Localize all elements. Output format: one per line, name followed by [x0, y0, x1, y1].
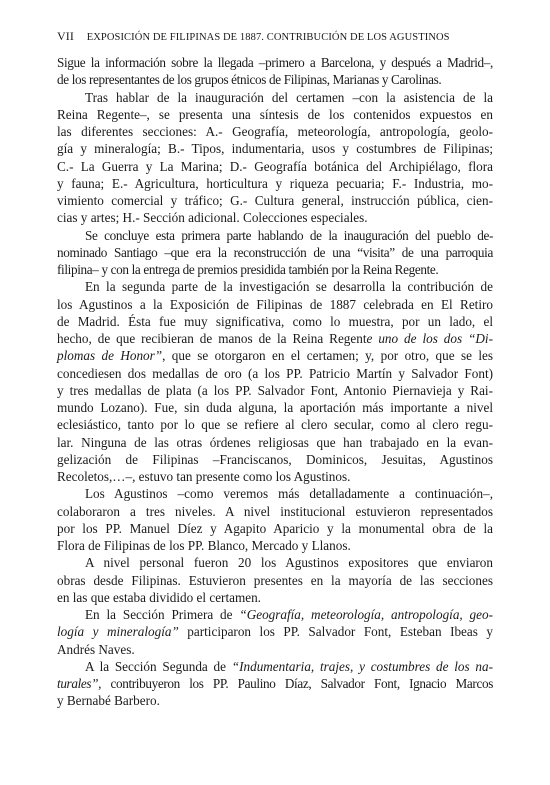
text-line: A la Sección Segunda de “Indumentaria, trajes, y costumbres de los na- [85, 658, 494, 674]
text-line: hecho, de que recibieran de manos de la Reina Regente uno de los dos “Di- [57, 331, 493, 346]
text-line: obras desde Filipinas. Estuvieron presentes en la mayoría de las secciones [57, 572, 493, 588]
text-line: Recoletos,…–, estuvo tan presente como los Agustinos. [57, 469, 351, 484]
italic-title: plomas de Honor” [57, 348, 163, 364]
text-line: y Bernabé Barbero. [57, 693, 160, 709]
text-line: de Madrid. Ésta fue muy significativa, como lo muestra, por un lado, el [57, 313, 493, 329]
text-line: En la Sección Primera de “Geografía, meteorología, antropología, geo- [85, 607, 493, 622]
text-line: los Agustinos a la Exposición de Filipinas de 1887 celebrada en El Retiro [57, 296, 493, 312]
text-line: Flora de Filipinas de los PP. Blanco, Mercado y Llanos. [57, 538, 351, 553]
text-line: A nivel personal fueron 20 los Agustinos expositores que enviaron [85, 555, 493, 571]
body-text [57, 54, 493, 710]
text-line: lar. Ninguna de las otras órdenes religiosas que han trabajado en la evan- [57, 434, 493, 450]
text-line: gelización de Filipinas –Franciscanos, Dominicos, Jesuitas, Agustinos [57, 451, 493, 467]
text-line: vimiento comercial y tráfico; G.- Cultura general, instrucción pública, cien- [57, 193, 493, 208]
text-line: Tras hablar de la inauguración del certamen –con la asistencia de la [85, 89, 493, 105]
text-line: y fauna; E.- Agricultura, horticultura y riqueza pecuaria; F.- Industria, mo- [57, 175, 493, 191]
italic-title: “Indumentaria, trajes, y costumbres de los na- [231, 658, 494, 674]
text-line: logía y mineralogía” participaron los PP. Salvador Font, Esteban Ibeas y [57, 624, 493, 640]
text-line: colaboraron a tres niveles. A nivel institucional estuvieron representados [57, 503, 493, 519]
page-number: VII [57, 29, 74, 43]
text-line: en las que estaba dividido el certamen. [57, 589, 261, 605]
text-line: Andrés Naves. [57, 641, 135, 657]
text-line: nominado Santiago –que era la reconstrucción de una “visita” de una parroquia [57, 244, 493, 260]
text-line: filipina– y con la entrega de premios presidida también por la Reina Regente. [57, 262, 439, 277]
text-line: concediesen dos medallas de oro (a los PP. Patricio Martín y Salvador Font) [57, 365, 493, 381]
text-line: Sigue la información sobre la llegada –primero a Barcelona, y después a Madrid–, [57, 55, 493, 70]
italic-title: turales”, [57, 676, 102, 691]
italic-title: logía y mineralogía” [57, 624, 179, 640]
text-line: gía y mineralogía; B.- Tipos, indumentaria, usos y costumbres de Filipinas; [57, 141, 493, 157]
text-line: En la segunda parte de la investigación se desarrolla la contribución de [85, 279, 493, 295]
text-line: Los Agustinos –como veremos más detalladamente a continuación–, [85, 486, 493, 502]
text-line: cias y artes; H.- Sección adicional. Colecciones especiales. [57, 210, 368, 226]
text-line: eclesiástico, tanto por lo que se refiere al clero secular, como al clero regu- [57, 417, 493, 433]
text-line: Reina Regente–, se presenta una síntesis de los contenidos expuestos en [57, 106, 493, 122]
text-line: las diferentes secciones: A.- Geografía, meteorología, antropología, geolo- [57, 124, 493, 139]
text-line: por los PP. Manuel Díez y Agapito Aparicio y la monumental obra de la [57, 520, 493, 536]
running-header [57, 29, 493, 45]
running-title: EXPOSICIÓN DE FILIPINAS DE 1887. CONTRIBUCIÓN DE LOS AGUSTINOS [86, 32, 450, 43]
text-line: Se concluye esta primera parte hablando de la inauguración del pueblo de- [85, 227, 493, 243]
text-line: y tres medallas de plata (a los PP. Salvador Font, Antonio Piernavieja y Rai- [57, 382, 493, 398]
text-line: C.- La Guerra y La Marina; D.- Geografía botánica del Archipiélago, flora [57, 158, 493, 174]
italic-title: e uno de los dos “Di- [366, 331, 493, 346]
text-line: mundo Lozano). Fue, sin duda alguna, la aportación más importante a nivel [57, 400, 493, 415]
text-line: plomas de Honor”, que se otorgaron en el certamen; y, por otro, que se les [57, 348, 493, 364]
text-line: turales”, contribuyeron los PP. Paulino Díaz, Salvador Font, Ignacio Marcos [57, 676, 493, 691]
italic-title: “Geografía, meteorología, antropología, geo- [239, 607, 493, 622]
text-line: de los representantes de los grupos étnicos de Filipinas, Marianas y Carolinas. [57, 72, 442, 88]
